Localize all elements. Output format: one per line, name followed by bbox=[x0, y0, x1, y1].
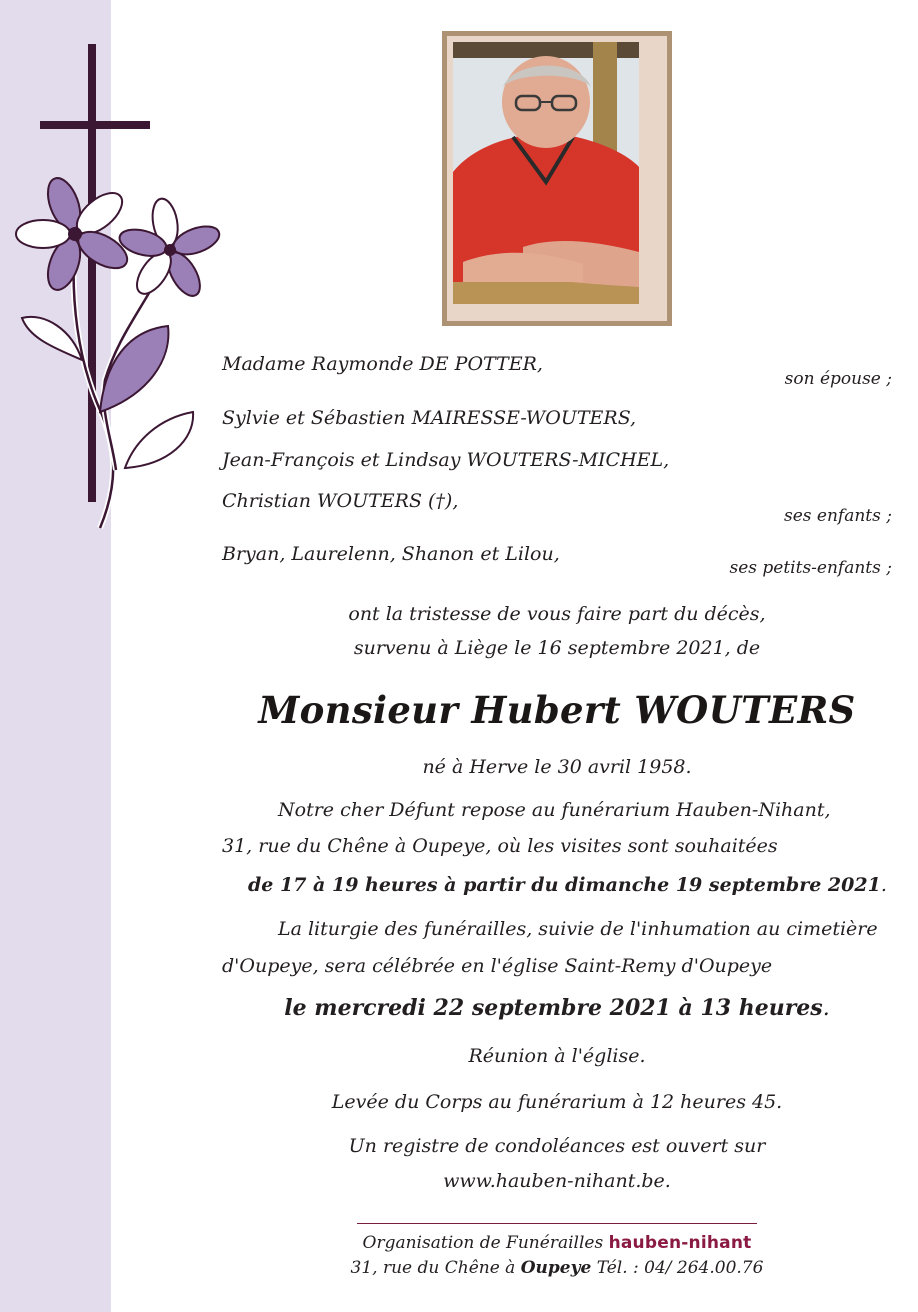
visitation-line: Notre cher Défunt repose au funérarium Hauben-Nihant, bbox=[278, 799, 831, 821]
visitation-schedule bbox=[248, 873, 887, 897]
ceremony-line: La liturgie des funérailles, suivie de l'inhumation au cimetière bbox=[278, 918, 878, 940]
child-line: Jean-François et Lindsay WOUTERS-MICHEL, bbox=[222, 449, 670, 471]
grandchildren-names: Bryan, Laurelenn, Shanon et Lilou, bbox=[222, 543, 560, 565]
deceased-name: Monsieur Hubert WOUTERS bbox=[258, 688, 856, 732]
child-line: Christian WOUTERS (†), bbox=[222, 490, 459, 512]
brand-logo: hauben-nihant bbox=[608, 1233, 752, 1253]
ceremony-date-end: . bbox=[822, 996, 830, 1021]
ceremony-date bbox=[222, 994, 892, 1023]
child-line: Sylvie et Sébastien MAIRESSE-WOUTERS, bbox=[222, 407, 637, 429]
meeting-info: Réunion à l'église. bbox=[468, 1045, 646, 1067]
announcement-line: ont la tristesse de vous faire part du décès, bbox=[348, 603, 766, 625]
visitation-schedule-text: de 17 à 19 heures à partir du dimanche 19 septembre 2021 bbox=[248, 874, 881, 896]
footer-phone: Tél. : 04/ 264.00.76 bbox=[596, 1258, 764, 1278]
announcement-line: survenu à Liège le 16 septembre 2021, de bbox=[353, 637, 761, 659]
visitation-schedule-end: . bbox=[880, 874, 887, 896]
register-url[interactable]: www.hauben-nihant.be. bbox=[443, 1170, 671, 1192]
spouse-name: Madame Raymonde DE POTTER, bbox=[222, 353, 543, 375]
footer-divider bbox=[357, 1223, 757, 1224]
footer-organisation bbox=[222, 1231, 892, 1255]
register-line: Un registre de condoléances est ouvert sur bbox=[348, 1135, 766, 1157]
cross-flower-icon bbox=[0, 0, 230, 560]
levee-info: Levée du Corps au funérarium à 12 heures 45. bbox=[331, 1091, 783, 1113]
grandchildren-relation: ses petits-enfants ; bbox=[729, 558, 892, 578]
visitation-line: 31, rue du Chêne à Oupeye, où les visites sont souhaitées bbox=[222, 835, 778, 857]
spouse-relation: son épouse ; bbox=[784, 369, 892, 389]
ceremony-date-text: le mercredi 22 septembre 2021 à 13 heures bbox=[284, 995, 823, 1021]
ceremony-line: d'Oupeye, sera célébrée en l'église Saint-Remy d'Oupeye bbox=[222, 955, 773, 977]
address-town: Oupeye bbox=[520, 1258, 592, 1278]
portrait-photo bbox=[453, 42, 639, 304]
footer-address bbox=[222, 1256, 892, 1280]
address-prefix: 31, rue du Chêne à bbox=[350, 1258, 516, 1278]
children-relation: ses enfants ; bbox=[784, 506, 892, 526]
portrait-frame bbox=[442, 31, 672, 326]
organisation-prefix: Organisation de Funérailles bbox=[362, 1233, 604, 1253]
birth-info: né à Herve le 30 avril 1958. bbox=[422, 756, 692, 778]
